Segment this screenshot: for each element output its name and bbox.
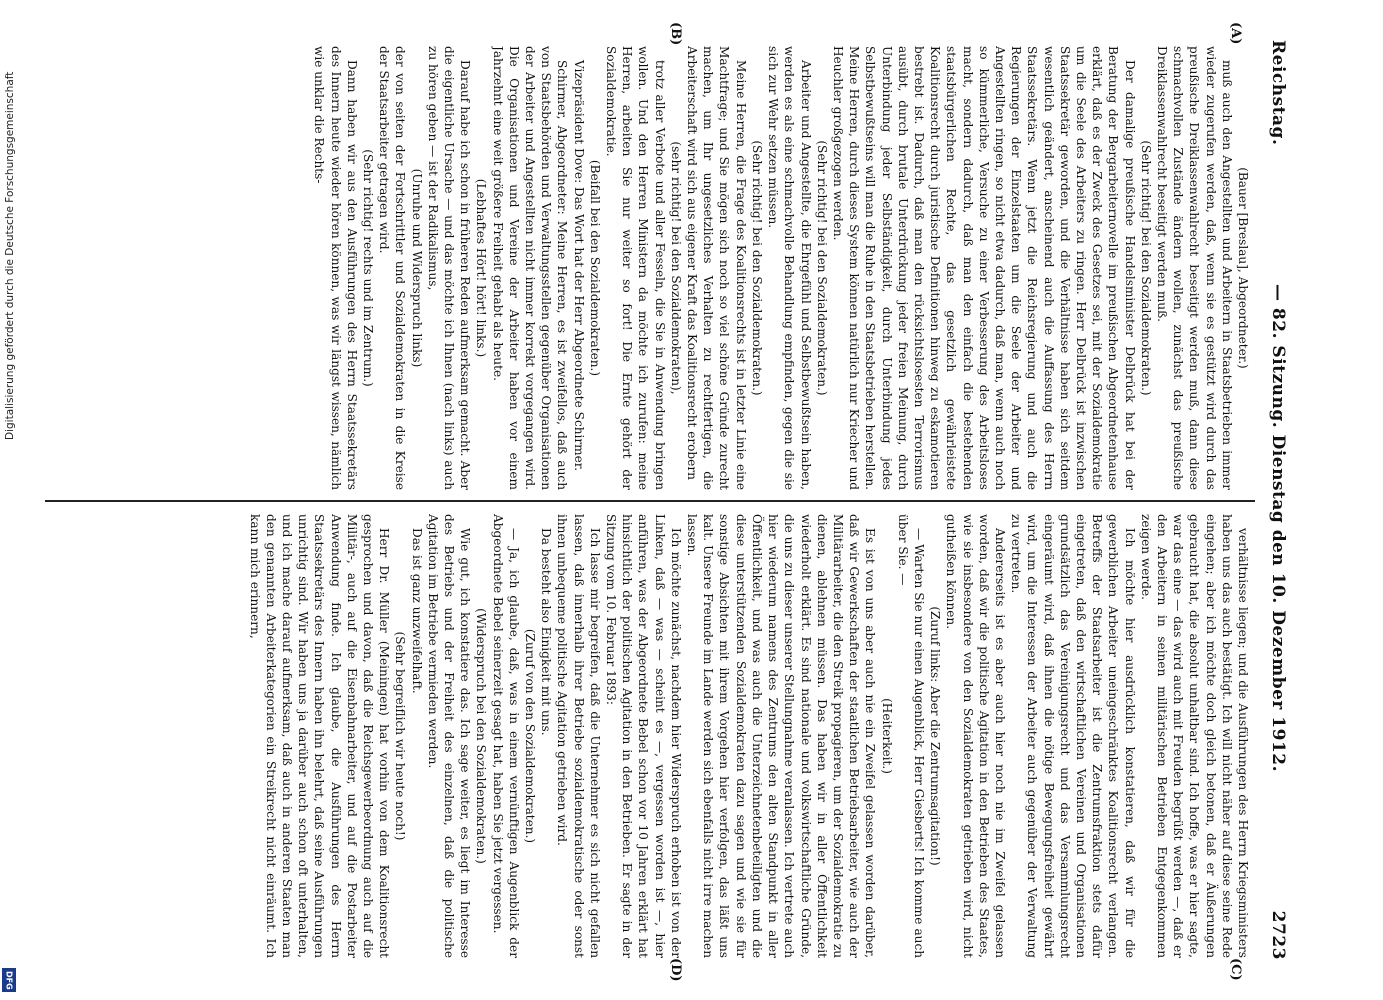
left_column-paragraph: (Sehr richtig! bei den Sozialdemokraten.) — [814, 140, 829, 396]
right_column-paragraph: Ich möchte zunächst, nachdem hier Widerspruch erhoben ist von der Linken, daß — was — scheint es —, vergessen worden ist —, hier anführen, was der Abgeordnete Bebel schon vor 10 Jahren erklärt hat hinsichtlich der politischen Agitation in den Betrieben. Er sagte in der Sitzung vom 10. Februar 1893: — [604, 514, 683, 958]
right_column-paragraph: Es ist von uns aber auch nie ein Zweifel gelassen worden darüber, daß wir Gewerkschaften der staatlichen Betriebsarbeiter, wie auch der Militärarbeiter, die den Streik propagieren, um der Sozialdemokratie zu dienen, ablehnen müssen. Das haben wir in aller Öffentlichkeit wiederholt erklärt. Es sind nationale und volkswirtschaftliche Gründe, die uns zu dieser unserer Stellungnahme veranlassen. Ich vertrete auch hier wiederum namens des Zentrums den alten Standpunkt in aller Öffentlichkeit, und was auch die Unterzeichnetenbeteiligten und die diese unterstützenden Sozialdemokraten dazu sagen und wie sie für sonstige Absichten mit ihrem Vorgehen hier verfolgen, das läßt uns kalt. Unsere Freunde im Lande werden sich ebenfalls nicht irre machen lassen. — [685, 514, 878, 958]
left_column-paragraph: Schirmer, Abgeordneter: Meine Herren, es ist zweifellos, daß auch von Staatsbehörden und Verwaltungsstellen gegenüber Organisationen der Arbeiter und Angestellten nicht immer korrekt vorgegangen wird. Die Organisationen und Vereine der Arbeiter haben vor einem Jahrzehnt eine weit größere Freiheit gehabt als heute. — [490, 46, 570, 490]
right-text-column — [41, 514, 1251, 958]
left_column-paragraph: Darauf habe ich schon in früheren Reden aufmerksam gemacht. Aber die eigentliche Ursache — und das möchte ich Ihnen (nach links) auch zu hören geben — ist der Radikalismus, — [425, 46, 473, 490]
right_column-paragraph: verhältnisse liegen; und die Ausführungen des Herrn Kriegsministers haben uns das auch bestätigt. Ich will nicht näher auf diese seine Rede eingehen; aber ich möchte doch gleich betonen, daß er Äußerungen gebraucht hat, die absolut unhaltbar sind. Ich hoffe, was er hier sagte, war das eine — das wird auch mit Freuden begrüßt werden —, daß er den Arbeitern in seinen militärischen Betrieben Entgegenkommen zeigen werde. — [1138, 514, 1250, 958]
right_column-paragraph: Wie gut, ich konstatiere das. Ich sage weiter, es liegt im Interesse des Betriebs und der Freiheit des einzelnen, daß die politische Agitation im Betriebe vermieden werden. — [425, 514, 473, 958]
left_column-paragraph: der von seiten der Fortschrittler und Sozialdemokraten in die Kreise der Staatsarbeiter getragen wird. — [377, 46, 408, 490]
left_column-paragraph: (Bauer [Breslau], Abgeordneter.) — [1236, 167, 1250, 369]
left_column-paragraph: (Beifall bei den Sozialdemokraten.) — [587, 159, 602, 377]
right_column-paragraph: (Widerspruch bei den Sozialdemokraten.) — [474, 608, 489, 864]
digitization-note: Digitalisierung gefördert durch die Deutsche Forschungsgemeinschaft — [4, 71, 16, 440]
right_column-paragraph: Ich lasse mir begreifen, daß die Unternehmer es sich nicht gefallen lassen, daß innerhalb ihrer Betriebe sozialdemokratische oder sonst ihnen unbequeme politische Agitation getrieben wird. — [555, 514, 602, 958]
header-page-number: 2723 — [1268, 910, 1288, 960]
left_column-paragraph: Arbeiter und Angestellte, die Ehrgefühl und Selbstbewußtsein haben, werden es als eine schmachvolle Behandlung empfinden, gegen die sie sich zur Wehr setzen müssen. — [766, 46, 813, 490]
header-center: — 82. Sitzung. Dienstag den 10. Dezember 1912. — [1268, 284, 1288, 773]
right_column-paragraph: Da besteht also Einigkeit mit uns. — [539, 528, 554, 736]
left_column-paragraph: (Sehr richtig! bei den Sozialdemokraten.) — [749, 140, 764, 396]
right_column-paragraph: Ich möchte hier ausdrücklich konstatieren, daß wir für die gewerblichen Arbeiter uneingeschränktes Koalitionsrecht verlangen. Betreffs der Staatsarbeiter ist die Zentrumsfraktion stets dafür eingetreten, daß den wirtschaftlichen Vereinen und Organisationen grundsätzlich das Vereinigungsrecht und das Versammlungsrecht eingeräumt wird, daß ihnen die nötige Bewegungsfreiheit gewährt wird, um die Interessen der Arbeiter auch gegenüber der Verwaltung zu vertreten. — [1009, 514, 1137, 958]
right_column-paragraph: (Zuruf links: Aber die Zentrumsagitation!) — [928, 606, 943, 866]
left_column-paragraph: (Sehr richtig! bei den Sozialdemokraten.) — [1138, 140, 1153, 396]
left_column-paragraph: Der damalige preußische Handelsminister Delbrück hat bei der Beratung der Bergarbeiternovelle im preußischen Abgeordnetenhause erklärt, daß es der Zweck des Gesetzes sei, mit der Sozialdemokratie um die Seele des Arbeiters zu ringen. Herr Delbrück ist inzwischen Staatssekretär geworden, und die Verhältnisse haben sich seitdem wesentlich geändert, anscheinend auch die Auffassung des Herrn Staatssekretärs. Wenn jetzt die Reichsregierung und auch die Regierungen der Einzelstaaten um die Seele der Arbeiter und Angestellten ringen, so nicht etwa dadurch, daß man, wenn auch noch so kümmerliche, Versuche zu einer Verbesserung des Arbeitsloses macht, sondern dadurch, daß man den einfach die bestehenden staatsbürgerlichen Rechte, das gesetzlich gewährleistete Koalitionsrecht durch juristische Definitionen hinweg zu eskamotieren bestrebt ist. Dadurch, daß man den rücksichtslosesten Terrorismus ausübt, durch brutale Unterdrückung jeder freien Meinung, durch Unterbindung jeder Selbständigkeit, durch Unterbindung jedes Selbstbewußtseins will man die Ruhe in den Staatsbetrieben herstellen. Meine Herren, durch dieses System können natürlich nur Kriecher und Heuchler großgezogen werden. — [830, 46, 1137, 490]
left_column-paragraph: (Lebhaftes Hört! hört! links.) — [474, 178, 489, 358]
right_column-paragraph: — Ja, ich glaube, daß, was in einem vernünftigen Augenblick der Abgeordnete Bebel seinerzeit gesagt hat, haben Sie jetzt vergessen. — [490, 514, 521, 958]
left_column-paragraph: Vizepräsident Dove: Das Wort hat der Herr Abgeordnete Schirmer. — [571, 60, 586, 472]
dfg-logo: DFG — [2, 968, 16, 992]
margin-marker-a: (A) — [1228, 22, 1243, 45]
left_column-paragraph: (sehr richtig! bei den Sozialdemokraten), — [668, 141, 683, 395]
left_column-paragraph: Dann haben wir aus den Ausführungen des Herrn Staatssekretärs des Innern heute wieder hören können, was wir längst wissen, nämlich wie unklar die Rechts- — [312, 46, 359, 490]
right_column-paragraph: (Zuruf von den Sozialdemokraten.) — [523, 628, 538, 844]
left-text-column — [41, 46, 1251, 490]
right_column-paragraph: (Heiterkeit.) — [879, 698, 894, 774]
margin-marker-c: (C) — [1228, 958, 1243, 981]
right_column-paragraph: Das ist ganz unzweifelhaft. — [409, 528, 424, 694]
right_column-paragraph: Andererseits ist es aber auch hier noch nie im Zweifel gelassen worden, daß wir die politische Agitation in den Betrieben des Staates, wie sie insbesondere von den Sozialdemokraten getrieben wird, nicht gutheißen können. — [944, 514, 1007, 958]
right_column-paragraph: Herr Dr. Müller (Meiningen) hat vorhin von dem Koalitionsrecht gesprochen und davon, daß die Reichsgewerbeordnung auch auf die Militär-, auch auf die Eisenbahnarbeiter, und auf die Postarbeiter Anwendung finde. Ich glaube, die Ausführungen des Herrn Staatssekretärs des Innern haben ihn belehrt, daß seine Ausführungen unrichtig sind. Wir haben uns ja darüber auch schon oft unterhalten, und ich mache darauf aufmerksam, daß auch in anderen Staaten man den genannten Arbeiterkategorien ein Streikrecht nicht einräumt. Ich kann mich erinnern, — [247, 514, 392, 958]
page-header — [1263, 40, 1293, 960]
left_column-paragraph: (Unruhe und Widerspruch links) — [409, 168, 424, 368]
margin-marker-d: (D) — [668, 958, 683, 982]
left_column-paragraph: trotz aller Verbote und aller Fesseln, die Sie in Anwendung bringen wollen. Und den Herren Ministern da möchte ich zurufen: meine Herren, arbeiten Sie nur weiter so fort! Die Ernte gehört der Sozialdemokratie. — [604, 46, 667, 490]
left_column-paragraph: muß auch den Angestellten und Arbeitern in Staatsbetrieben immer wieder zugerufen werden, daß, wenn sie es gestützt wird durch das preußische Dreiklassenwahlrecht beseitigt werden muß, dann diese schmachvollen Zustände ändern wollen, zunächst das preußische Dreiklassenwahlrecht beseitigt werden muß. — [1154, 46, 1234, 490]
right_column-paragraph: — Warten Sie nur einen Augenblick, Herr Giesberts! Ich komme auch über Sie. — — [895, 514, 926, 958]
left_column-paragraph: Meine Herren, die Frage des Koalitionsrechts ist in letzter Linie eine Machtfrage; und Sie mögen sich noch so viel schöne Gründe zurecht machen, um Ihr ungesetzliches Verhalten zu rechtfertigen, die Arbeiterschaft wird sich aus eigener Kraft das Koalitionsrecht erobern — [685, 46, 748, 490]
margin-marker-b: (B) — [668, 22, 683, 46]
column-divider — [45, 500, 1255, 502]
right_column-paragraph: (Sehr begreiflich wir heute noch!) — [393, 631, 408, 841]
header-left: Reichstag. — [1268, 40, 1288, 146]
left_column-paragraph: (Sehr richtig! rechts und im Zentrum.) — [361, 149, 376, 387]
